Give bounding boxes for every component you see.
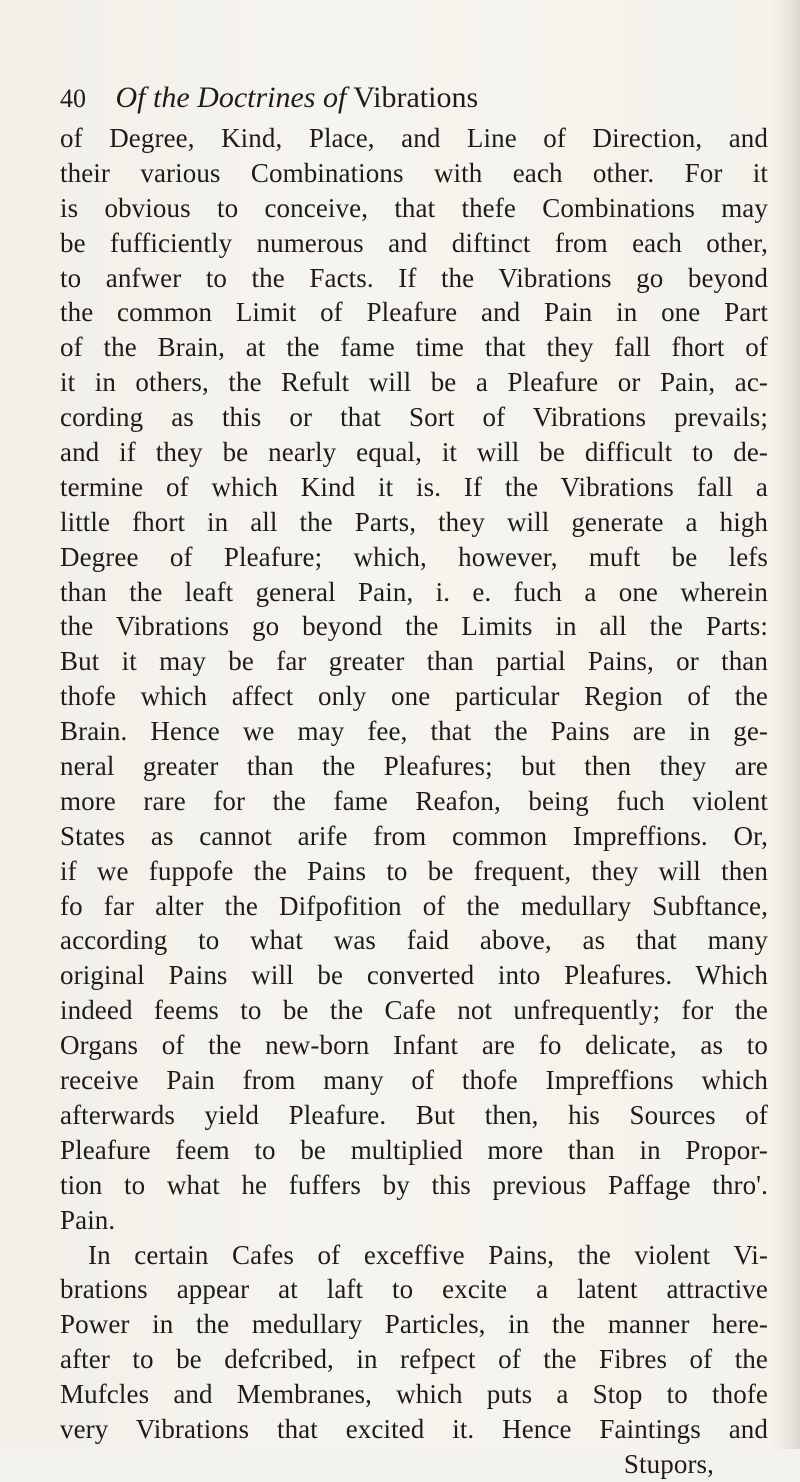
body-text bbox=[60, 121, 768, 1482]
text-line: more rare for the fame Reafon, being fuch violent bbox=[60, 785, 768, 816]
text-line: according to what was faid above, as that many bbox=[60, 925, 768, 956]
page-number: 40 bbox=[60, 84, 86, 113]
text-line: original Pains will be converted into Pleafures. Which bbox=[60, 960, 768, 991]
text-line: is obvious to conceive, that thefe Combinations may bbox=[60, 192, 768, 223]
text-line: of Degree, Kind, Place, and Line of Direction, and bbox=[60, 123, 768, 153]
text-line: indeed feems to be the Cafe not unfrequently; for the bbox=[60, 995, 768, 1026]
text-line: But it may be far greater than partial Pains, or than bbox=[60, 646, 768, 677]
text-line: the common Limit of Pleafure and Pain in one Part bbox=[60, 297, 768, 328]
text-line: cording as this or that Sort of Vibrations prevails; bbox=[60, 402, 768, 433]
text-line: after to be defcribed, in refpect of the Fibres of the bbox=[60, 1344, 768, 1375]
text-line: the Vibrations go beyond the Limits in all the Parts: bbox=[60, 611, 768, 642]
text-line: to anfwer to the Facts. If the Vibrations go beyond bbox=[60, 262, 768, 293]
text-line: Mufcles and Membranes, which puts a Stop to thofe bbox=[60, 1379, 768, 1410]
text-line: Brain. Hence we may fee, that the Pains are in ge- bbox=[60, 716, 768, 747]
header-title-italic: Of the Doctrines of bbox=[115, 81, 347, 114]
text-line: brations appear at laft to excite a latent attractive bbox=[60, 1274, 768, 1305]
text-line: Degree of Pleafure; which, however, muft be lefs bbox=[60, 541, 768, 572]
page-edge-shadow bbox=[770, 0, 800, 1449]
paragraph-end-line: Pain. bbox=[60, 1204, 116, 1235]
text-line: Organs of the new-born Infant are fo delicate, as to bbox=[60, 1030, 768, 1061]
paragraph-start-line: In certain Cafes of exceffive Pains, the violent Vi- bbox=[88, 1239, 768, 1270]
text-line: neral greater than the Pleafures; but then they are bbox=[60, 751, 768, 782]
text-line: afterwards yield Pleafure. But then, his Sources of bbox=[60, 1099, 768, 1130]
text-line: States as cannot arife from common Impreffions. Or, bbox=[60, 820, 768, 851]
text-line: and if they be nearly equal, it will be difficult to de- bbox=[60, 437, 768, 468]
text-line: very Vibrations that excited it. Hence Faintings and bbox=[60, 1413, 768, 1444]
text-line: receive Pain from many of thofe Impreffions which bbox=[60, 1065, 768, 1096]
text-line: thofe which affect only one particular Region of the bbox=[60, 681, 768, 712]
text-line: their various Combinations with each other. For it bbox=[60, 157, 768, 188]
catchword: Stupors, bbox=[623, 1448, 714, 1479]
text-line: termine of which Kind it is. If the Vibrations fall a bbox=[60, 471, 768, 502]
text-line: of the Brain, at the fame time that they fall fhort of bbox=[60, 332, 768, 363]
text-line: it in others, the Refult will be a Pleafure or Pain, ac- bbox=[60, 367, 768, 398]
text-line: little fhort in all the Parts, they will generate a high bbox=[60, 506, 768, 537]
text-line: than the leaft general Pain, i. e. fuch a one wherein bbox=[60, 576, 768, 607]
text-line: Power in the medullary Particles, in the manner here- bbox=[60, 1309, 768, 1340]
header-title-roman: Vibrations bbox=[353, 81, 479, 114]
running-header bbox=[60, 76, 760, 120]
text-line: if we fuppofe the Pains to be frequent, they will then bbox=[60, 855, 768, 886]
text-line: Pleafure feem to be multiplied more than in Propor- bbox=[60, 1134, 768, 1165]
text-line: be fufficiently numerous and diftinct from each other, bbox=[60, 227, 768, 258]
text-line: fo far alter the Difpofition of the medullary Subftance, bbox=[60, 890, 768, 921]
text-line: tion to what he fuffers by this previous Paffage thro'. bbox=[60, 1169, 768, 1200]
